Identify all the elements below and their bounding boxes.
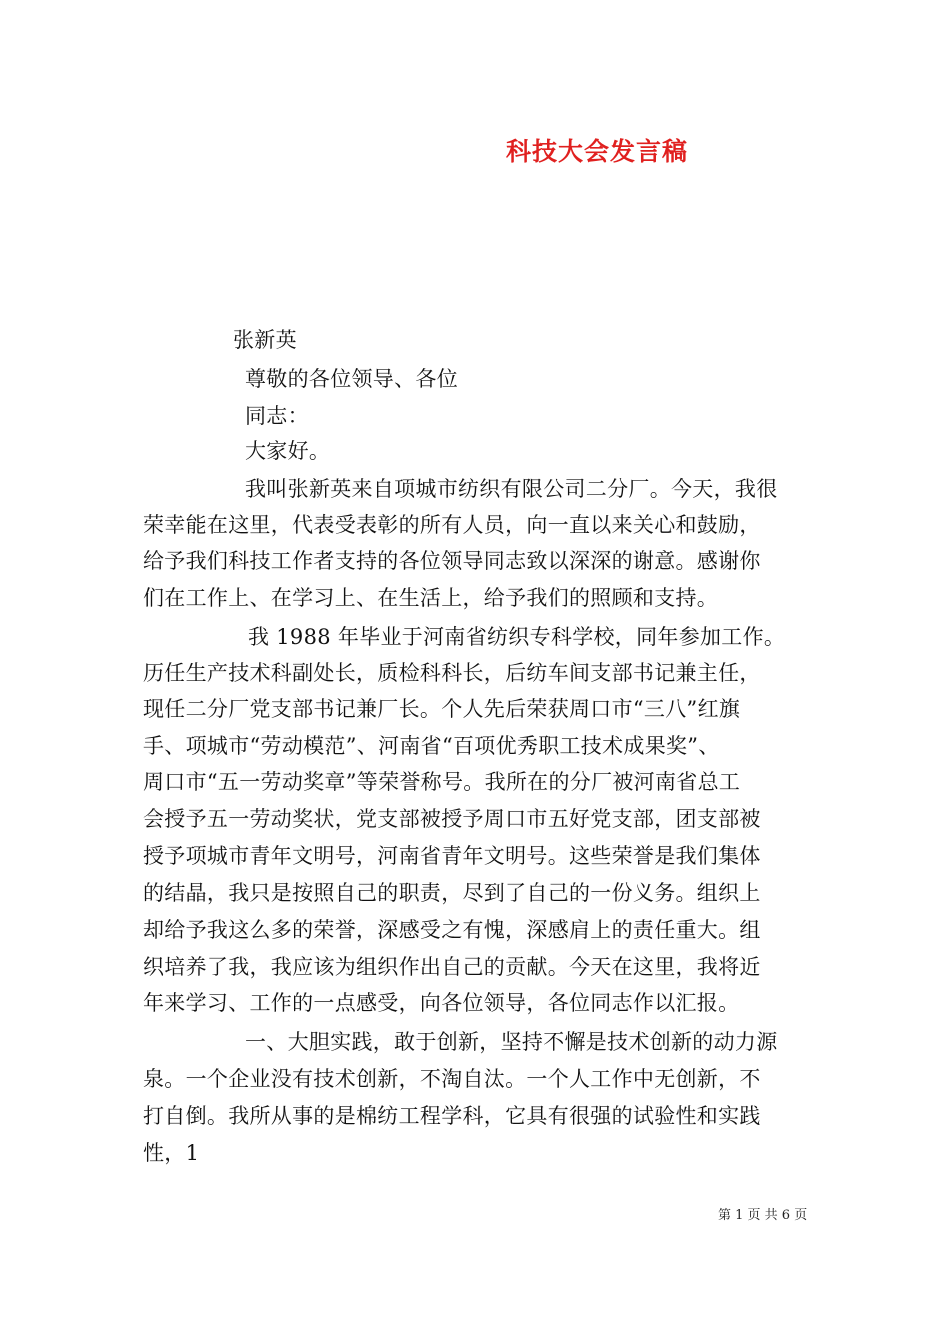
body-line: 周口市“五一劳动奖章”等荣誉称号。我所在的分厂被河南省总工 <box>143 770 741 794</box>
body-line: 我叫张新英来自项城市纺织有限公司二分厂。今天，我很 <box>245 477 778 501</box>
body-line: 授予项城市青年文明号，河南省青年文明号。这些荣誉是我们集体 <box>143 844 761 868</box>
body-line: 泉。一个企业没有技术创新，不淘自汰。一个人工作中无创新，不 <box>143 1067 761 1091</box>
greeting: 大家好。 <box>245 439 331 463</box>
page-number: 第 1 页 共 6 页 <box>718 1208 808 1223</box>
body-line: 荣幸能在这里，代表受表彰的所有人员，向一直以来关心和鼓励， <box>143 513 761 537</box>
body-line: 我 1988 年毕业于河南省纺织专科学校，同年参加工作。 <box>248 625 786 649</box>
body-line: 会授予五一劳动奖状，党支部被授予周口市五好党支部，团支部被 <box>143 807 761 831</box>
salutation-line-2: 同志： <box>245 404 309 428</box>
body-line: 性，1 <box>143 1141 200 1165</box>
body-line: 历任生产技术科副处长，质检科科长，后纺车间支部书记兼主任， <box>143 661 761 685</box>
body-line: 一、大胆实践，敢于创新，坚持不懈是技术创新的动力源 <box>245 1030 778 1054</box>
body-line: 打自倒。我所从事的是棉纺工程学科，它具有很强的试验性和实践 <box>143 1104 761 1128</box>
document-title: 科技大会发言稿 <box>506 137 689 166</box>
body-line: 年来学习、工作的一点感受，向各位领导，各位同志作以汇报。 <box>143 991 740 1015</box>
body-line: 却给予我这么多的荣誉，深感受之有愧，深感肩上的责任重大。组 <box>143 918 761 942</box>
body-line: 现任二分厂党支部书记兼厂长。个人先后荣获周口市“三八”红旗 <box>143 697 741 721</box>
body-line: 给予我们科技工作者支持的各位领导同志致以深深的谢意。感谢你 <box>143 549 761 573</box>
body-line: 手、项城市“劳动模范”、河南省“百项优秀职工技术成果奖”、 <box>143 734 720 758</box>
author-name: 张新英 <box>233 328 297 352</box>
body-line: 们在工作上、在学习上、在生活上，给予我们的照顾和支持。 <box>143 586 719 610</box>
body-line: 织培养了我，我应该为组织作出自己的贡献。今天在这里，我将近 <box>143 955 761 979</box>
salutation-line-1: 尊敬的各位领导、各位 <box>245 367 458 391</box>
body-line: 的结晶，我只是按照自己的职责，尽到了自己的一份义务。组织上 <box>143 881 761 905</box>
